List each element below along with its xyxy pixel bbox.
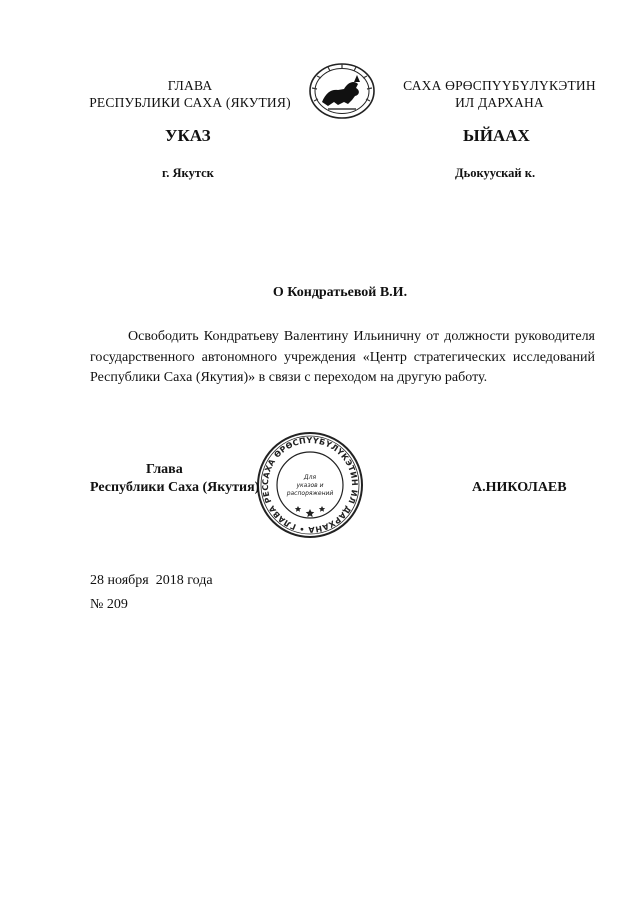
signature-name: А.НИКОЛАЕВ [472, 480, 567, 495]
header-right [392, 77, 607, 111]
sakha-republic-emblem-icon [308, 62, 376, 120]
header-right-line2: ИЛ ДАРХАНА [455, 95, 544, 110]
doc-type-right: ЫЙААХ [463, 126, 530, 145]
seal-center-line2: указов и [296, 482, 324, 489]
place-right: Дьокуускай к. [455, 166, 536, 180]
header-left-line2: РЕСПУБЛИКИ САХА (ЯКУТИЯ) [89, 95, 291, 110]
document-body: Освободить Кондратьеву Валентину Ильиничну от должности руководителя государственного автономного учреждения «Центр стратегических исследований Республики Саха (Якутия)» в связи с переходом на другую работу. [90, 329, 595, 385]
seal-center-line3: распоряжений [286, 490, 334, 497]
document-title: О Кондратьевой В.И. [272, 285, 408, 300]
place-left: г. Якутск [162, 166, 214, 180]
document-number: № 209 [90, 597, 128, 612]
document-date: 28 ноября 2018 года [90, 573, 213, 588]
header-left-line1: ГЛАВА [167, 78, 213, 93]
header-right-line1: САХА ӨРӨСПҮҮБҮЛҮКЭТИН [403, 78, 596, 93]
doc-type-left: УКАЗ [165, 126, 211, 145]
header-left [70, 77, 310, 111]
seal-ring-text: САХА ӨРӨСПҮҮБҮЛҮКЭТИН ИЛ ДАРХАНА • ГЛАВА РЕС [260, 435, 360, 535]
signature-position-line2: Республики Саха (Якутия) [90, 480, 260, 495]
seal-star-icon [295, 506, 325, 517]
official-seal-stamp [255, 430, 365, 540]
seal-center-line1: Для [303, 474, 317, 481]
signature-position-line1: Глава [146, 462, 183, 477]
